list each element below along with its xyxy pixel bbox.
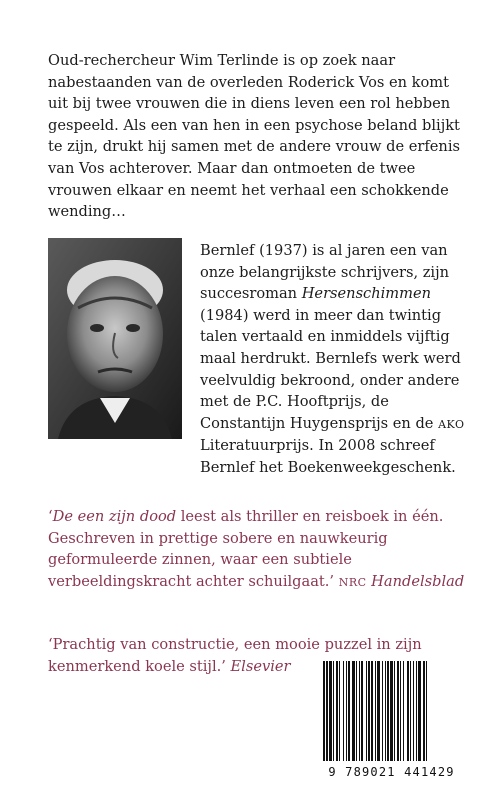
author-bio: [200, 240, 470, 479]
bio-part-2: (1984) werd in meer dan twintig talen vertaald en inmiddels vijftig maal herdrukt. Bernlefs werk werd veelvuldig bekroond, onder andere met de P.C. Hooftprijs, de Constantijn Huygensprijs en de: [200, 306, 461, 432]
synopsis-text: Oud-rechercheur Wim Terlinde is op zoek naar nabestaanden van de overleden Roderick Vos en komt uit bij twee vrouwen die in diens leven een rol hebben gespeeld. Als een van hen in een psychose beland blijkt te zijn, drukt hij samen met de andere vrouw de erfenis van Vos achterover. Maar dan ontmoeten de twee vrouwen elkaar en neemt het verhaal een schokkende wending…: [48, 52, 460, 221]
quote-source-prefix: NRC: [338, 575, 367, 589]
review-quote-1: [48, 506, 478, 593]
quote-source-name: Elsevier: [230, 657, 291, 675]
quote-source-name: Handelsblad: [371, 572, 465, 590]
quote-body: leest als thriller en reisboek in één. Geschreven in prettige sobere en nauwkeurig geformuleerde zinnen, waar een subtiele verbeeldingskracht achter schuilgaat.’: [48, 508, 444, 590]
quote-open-mark: ‘: [48, 508, 53, 525]
bio-prize-abbrev: AKO: [438, 417, 465, 431]
author-photo: [48, 238, 182, 439]
review-quote-1-text: [48, 506, 478, 593]
synopsis-blurb: [48, 50, 468, 223]
author-bio-text: [200, 240, 470, 479]
bio-book-title: Hersenschimmen: [301, 285, 432, 303]
quote-book-title: De een zijn dood: [52, 508, 177, 525]
bio-part-1: Bernlef (1937) is al jaren een van onze belangrijkste schrijvers, zijn succesroman: [200, 242, 450, 303]
isbn-barcode: [313, 657, 470, 789]
isbn-number: 9 789021 441429: [328, 765, 455, 779]
author-portrait-image: [48, 238, 182, 439]
quote-body: ‘Prachtig van constructie, een mooie puzzel in zijn kenmerkend koele stijl.’: [48, 636, 422, 675]
bio-part-3: Literatuurprijs. In 2008 schreef Bernlef het Boekenweekgeschenk.: [200, 437, 456, 476]
barcode-bars: [313, 657, 470, 763]
